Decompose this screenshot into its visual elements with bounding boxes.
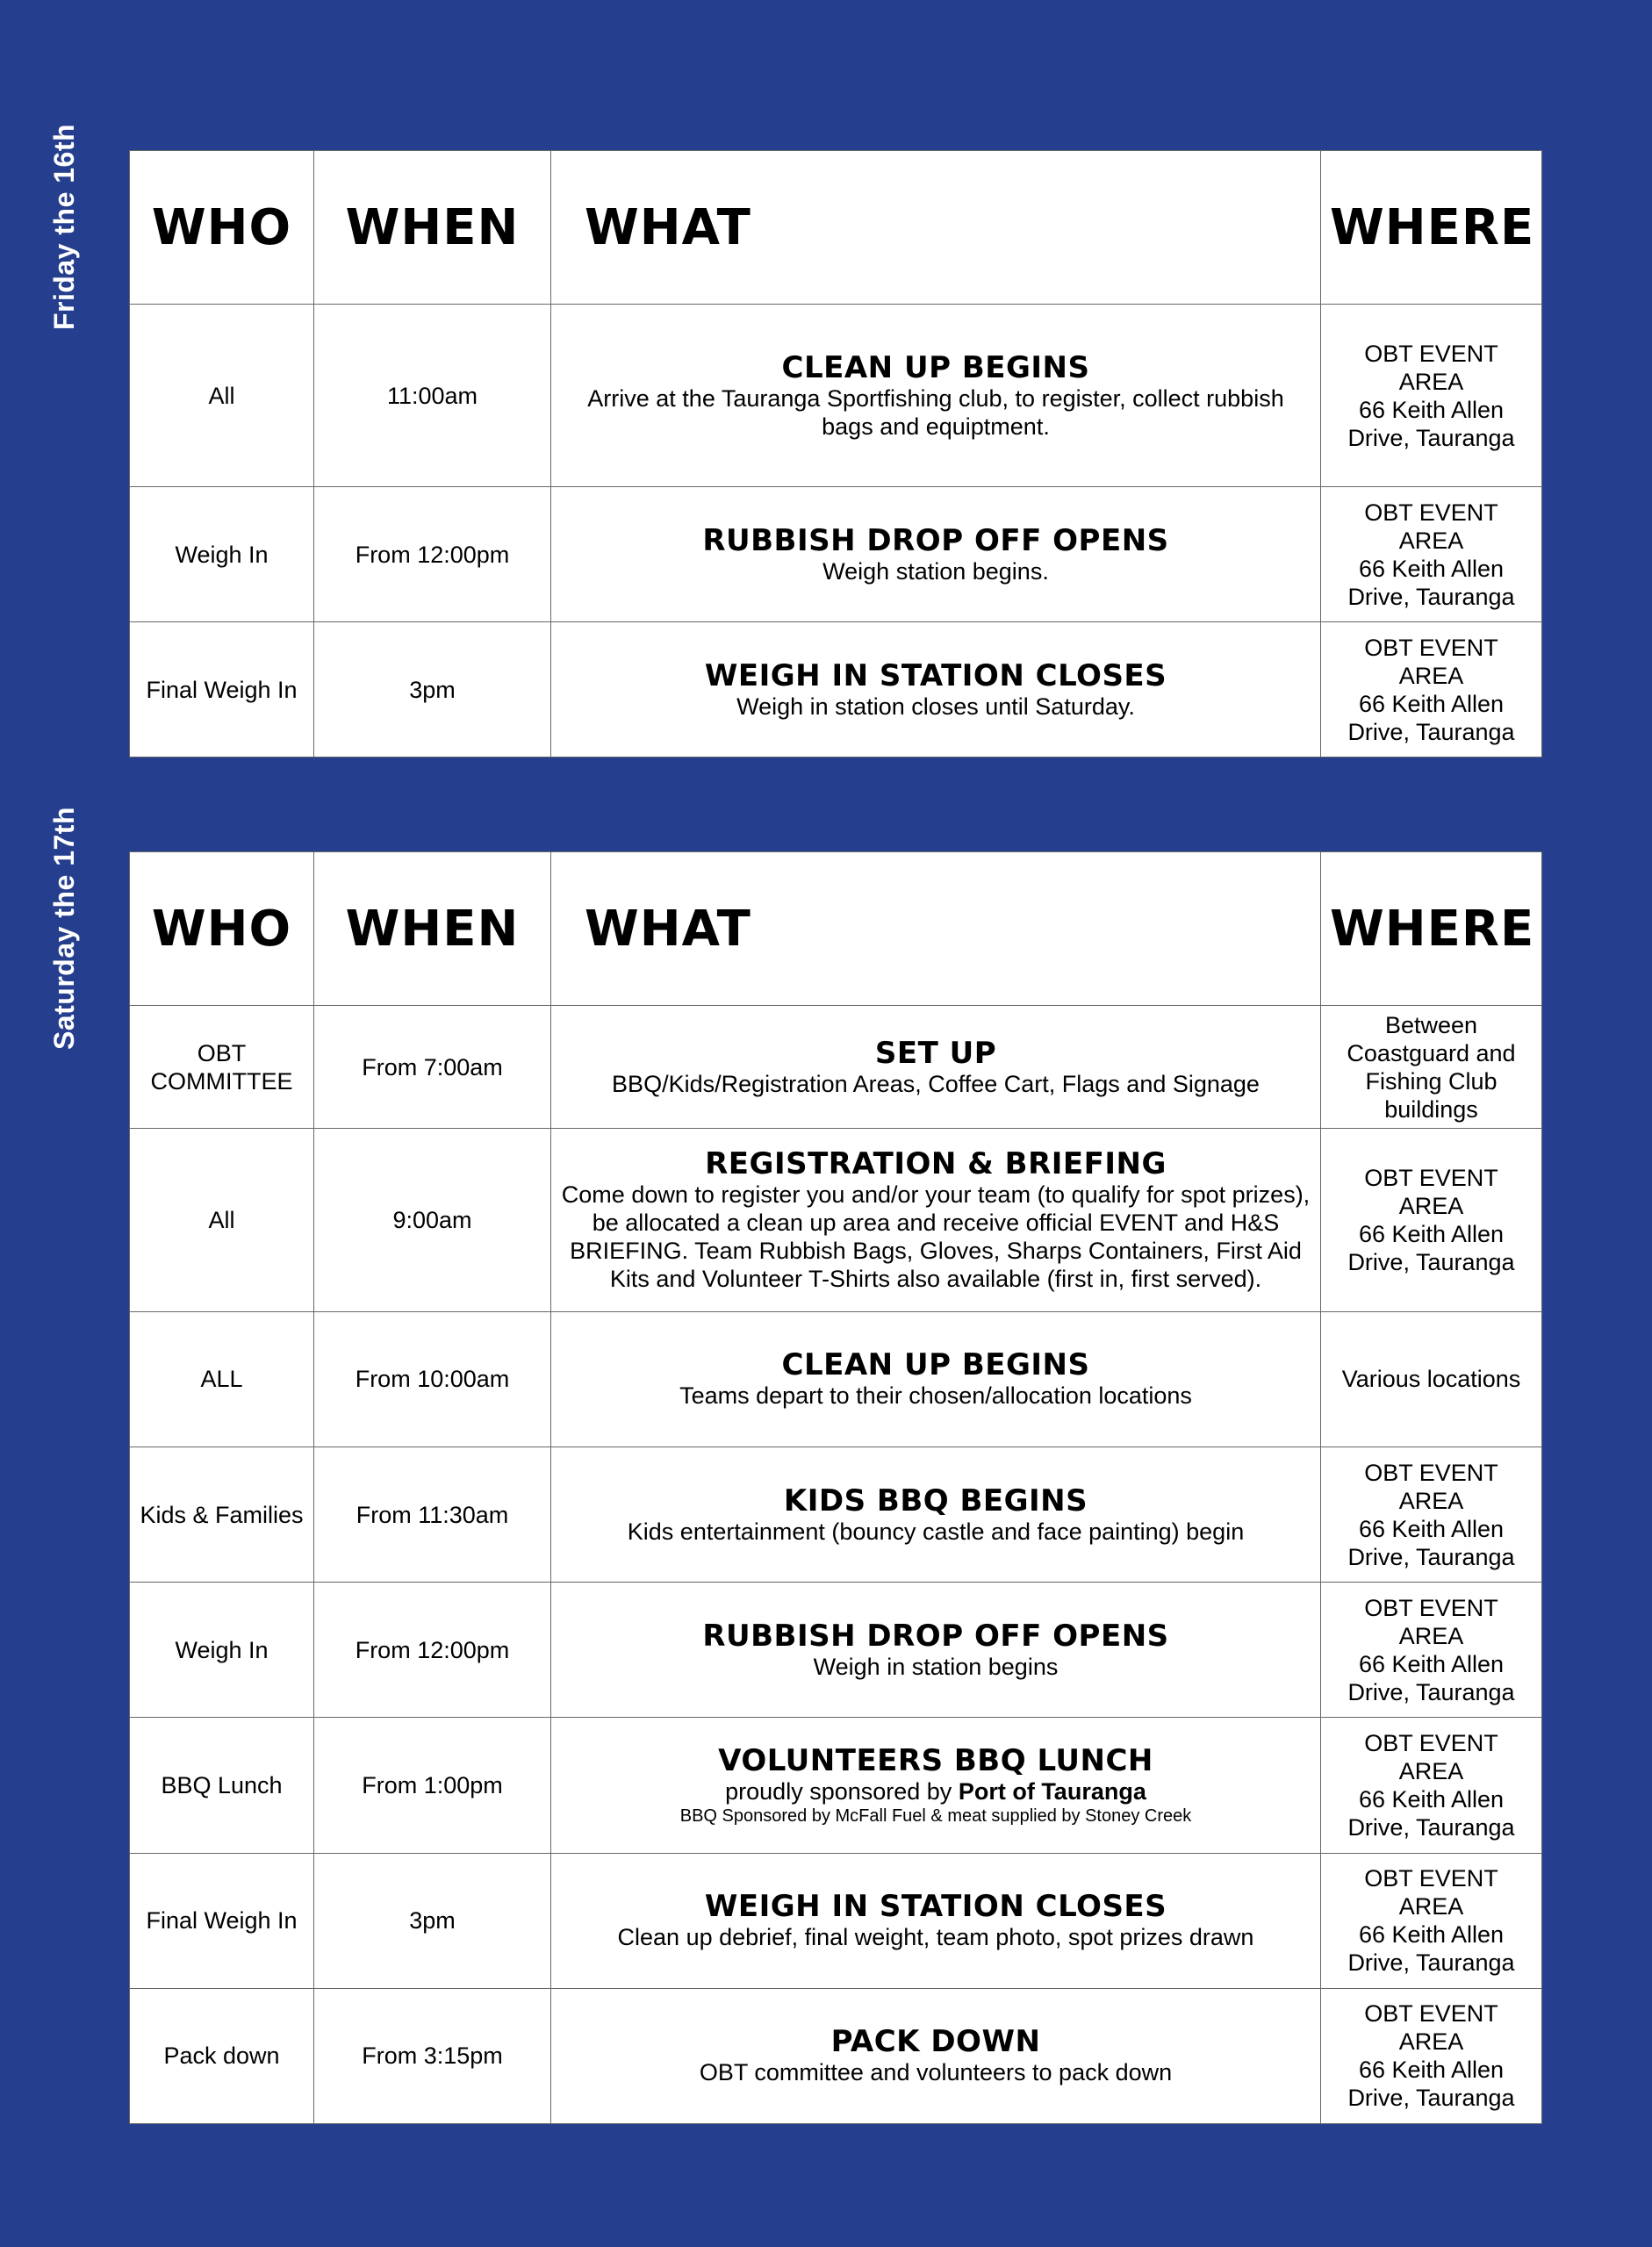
- where-cell: [1321, 622, 1542, 757]
- event-description-text: proudly sponsored by: [725, 1777, 952, 1805]
- event-title: PACK DOWN: [830, 2024, 1041, 2060]
- saturday-schedule: [48, 806, 1541, 2124]
- event-title: WEIGH IN STATION CLOSES: [704, 657, 1167, 693]
- event-description: [560, 1382, 1311, 1410]
- when-cell: From 12:00pm: [314, 1583, 551, 1718]
- location-line: OBT EVENT AREA: [1364, 1729, 1498, 1784]
- event-description: [560, 1653, 1311, 1681]
- location-line: OBT EVENT AREA: [1364, 499, 1498, 554]
- location-line: 66 Keith Allen: [1358, 1221, 1505, 1248]
- event-description-text: Teams depart to their chosen/allocation locations: [679, 1382, 1192, 1410]
- when-cell: From 7:00am: [314, 1006, 551, 1129]
- location-line: 66 Keith Allen: [1358, 690, 1505, 717]
- when-cell: 9:00am: [314, 1129, 551, 1311]
- location-line: Drive, Tauranga: [1347, 1543, 1515, 1570]
- location-line: buildings: [1384, 1095, 1478, 1123]
- friday-day-label: [0, 123, 129, 331]
- location-line: Drive, Tauranga: [1347, 1678, 1515, 1705]
- what-cell: [551, 1583, 1321, 1718]
- table-header-row: [130, 151, 1542, 305]
- who-cell: ALL: [130, 1311, 314, 1447]
- table-row: [130, 1718, 1542, 1853]
- event-description-text: Arrive at the Tauranga Sportfishing club, to register, collect rubbish bags and equiptment.: [587, 384, 1284, 440]
- who-cell: Final Weigh In: [130, 1853, 314, 1988]
- event-title: VOLUNTEERS BBQ LUNCH: [718, 1742, 1153, 1778]
- where-cell: [1321, 1311, 1542, 1447]
- where-cell: [1321, 1006, 1542, 1129]
- where-header: WHERE: [1321, 852, 1542, 1006]
- who-cell: Kids & Families: [130, 1447, 314, 1582]
- who-cell: Final Weigh In: [130, 622, 314, 757]
- event-description: [560, 1777, 1311, 1805]
- location-line: 66 Keith Allen: [1358, 1785, 1505, 1813]
- who-header: WHO: [130, 151, 314, 305]
- friday-rows: [130, 305, 1542, 757]
- table-row: [130, 1006, 1542, 1129]
- location-line: 66 Keith Allen: [1358, 555, 1505, 582]
- when-cell: 3pm: [314, 622, 551, 757]
- who-header: WHO: [130, 852, 314, 1006]
- location-line: Various locations: [1341, 1366, 1521, 1393]
- event-description: [560, 693, 1311, 721]
- who-cell: Weigh In: [130, 1583, 314, 1718]
- where-cell: [1321, 1583, 1542, 1718]
- saturday-table: [129, 851, 1542, 2124]
- event-title: RUBBISH DROP OFF OPENS: [702, 522, 1169, 558]
- who-cell: Weigh In: [130, 487, 314, 622]
- event-title: CLEAN UP BEGINS: [781, 1347, 1090, 1383]
- event-description-text: OBT committee and volunteers to pack down: [699, 2059, 1173, 2086]
- event-description-text: Kids entertainment (bouncy castle and face painting) begin: [627, 1518, 1245, 1545]
- location-line: OBT EVENT AREA: [1364, 1865, 1498, 1920]
- location-line: OBT EVENT AREA: [1364, 1459, 1498, 1514]
- location-line: OBT EVENT AREA: [1364, 1594, 1498, 1649]
- friday-schedule: [48, 123, 1541, 757]
- friday-table: [129, 150, 1542, 757]
- when-cell: From 10:00am: [314, 1311, 551, 1447]
- location-line: 66 Keith Allen: [1358, 1650, 1505, 1677]
- where-cell: [1321, 487, 1542, 622]
- where-cell: [1321, 1853, 1542, 1988]
- what-cell: [551, 487, 1321, 622]
- what-cell: [551, 305, 1321, 487]
- table-row: [130, 622, 1542, 757]
- where-cell: [1321, 1988, 1542, 2123]
- event-title: KIDS BBQ BEGINS: [783, 1482, 1088, 1518]
- saturday-rows: [130, 1006, 1542, 2124]
- location-line: Drive, Tauranga: [1347, 1813, 1515, 1841]
- location-line: OBT EVENT AREA: [1364, 2000, 1498, 2056]
- when-cell: 11:00am: [314, 305, 551, 487]
- event-description: [560, 384, 1311, 441]
- who-cell: BBQ Lunch: [130, 1718, 314, 1853]
- saturday-day-label: [0, 806, 129, 1051]
- table-row: [130, 1583, 1542, 1718]
- friday-label-text: Friday the 16th: [48, 123, 81, 331]
- event-description-text: BBQ/Kids/Registration Areas, Coffee Cart, Flags and Signage: [612, 1070, 1260, 1097]
- location-line: Between: [1384, 1011, 1478, 1038]
- event-description: [560, 1923, 1311, 1951]
- what-cell: [551, 622, 1321, 757]
- table-row: [130, 305, 1542, 487]
- table-row: [130, 487, 1542, 622]
- table-row: [130, 1311, 1542, 1447]
- what-header: WHAT: [551, 151, 1321, 305]
- what-cell: [551, 1447, 1321, 1582]
- event-title: CLEAN UP BEGINS: [781, 349, 1090, 385]
- table-row: [130, 1988, 1542, 2123]
- location-line: Coastguard and: [1347, 1039, 1516, 1066]
- table-row: [130, 1853, 1542, 1988]
- location-line: OBT EVENT AREA: [1364, 634, 1498, 689]
- what-cell: [551, 1988, 1321, 2123]
- event-description: [560, 557, 1311, 585]
- what-cell: [551, 1718, 1321, 1853]
- what-cell: [551, 1853, 1321, 1988]
- location-line: 66 Keith Allen: [1358, 396, 1505, 423]
- location-line: Drive, Tauranga: [1347, 583, 1515, 610]
- what-cell: [551, 1129, 1321, 1311]
- when-header: WHEN: [314, 151, 551, 305]
- table-row: [130, 1447, 1542, 1582]
- who-cell: Pack down: [130, 1988, 314, 2123]
- location-line: OBT EVENT AREA: [1364, 1165, 1498, 1220]
- when-header: WHEN: [314, 852, 551, 1006]
- who-cell: OBT COMMITTEE: [130, 1006, 314, 1129]
- where-cell: [1321, 1447, 1542, 1582]
- sponsor-name: Port of Tauranga: [958, 1777, 1146, 1805]
- event-description: [560, 1181, 1311, 1293]
- table-row: [130, 1129, 1542, 1311]
- event-title: WEIGH IN STATION CLOSES: [704, 1889, 1167, 1925]
- event-title: RUBBISH DROP OFF OPENS: [702, 1618, 1169, 1654]
- location-line: 66 Keith Allen: [1358, 1515, 1505, 1542]
- what-header: WHAT: [551, 852, 1321, 1006]
- event-description-text: Weigh station begins.: [822, 557, 1049, 585]
- location-line: Drive, Tauranga: [1347, 2085, 1515, 2112]
- location-line: Drive, Tauranga: [1347, 1249, 1515, 1276]
- when-cell: From 12:00pm: [314, 487, 551, 622]
- event-title: REGISTRATION & BRIEFING: [705, 1146, 1167, 1182]
- event-description-text: Weigh in station closes until Saturday.: [736, 693, 1135, 720]
- location-line: Drive, Tauranga: [1347, 1949, 1515, 1977]
- event-description-text: Come down to register you and/or your team (to qualify for spot prizes), be allocated a clean up area and receive official EVENT and H&S BRIEFING. Team Rubbish Bags, Gloves, Sharps Containers, First Aid Kits and Volunteer T-Shirts also available (first in, first served).: [561, 1181, 1311, 1293]
- location-line: Drive, Tauranga: [1347, 718, 1515, 745]
- location-line: Drive, Tauranga: [1347, 424, 1515, 451]
- event-description: [560, 2058, 1311, 2086]
- when-cell: From 1:00pm: [314, 1718, 551, 1853]
- event-description: [560, 1070, 1311, 1098]
- event-description: [560, 1518, 1311, 1546]
- what-cell: [551, 1006, 1321, 1129]
- where-cell: [1321, 1129, 1542, 1311]
- who-cell: All: [130, 1129, 314, 1311]
- event-description-text: Clean up debrief, final weight, team photo, spot prizes drawn: [617, 1924, 1254, 1951]
- table-header-row: [130, 852, 1542, 1006]
- where-cell: [1321, 1718, 1542, 1853]
- what-cell: [551, 1311, 1321, 1447]
- where-cell: [1321, 305, 1542, 487]
- location-line: Fishing Club: [1365, 1067, 1498, 1095]
- when-cell: From 11:30am: [314, 1447, 551, 1582]
- location-line: 66 Keith Allen: [1358, 1921, 1505, 1949]
- event-title: SET UP: [874, 1035, 997, 1071]
- location-line: OBT EVENT AREA: [1364, 340, 1498, 395]
- where-header: WHERE: [1321, 151, 1542, 305]
- who-cell: All: [130, 305, 314, 487]
- sponsor-note: BBQ Sponsored by McFall Fuel & meat supplied by Stoney Creek: [679, 1805, 1192, 1826]
- saturday-label-text: Saturday the 17th: [48, 806, 81, 1051]
- when-cell: From 3:15pm: [314, 1988, 551, 2123]
- when-cell: 3pm: [314, 1853, 551, 1988]
- location-line: 66 Keith Allen: [1358, 2057, 1505, 2084]
- event-description-text: Weigh in station begins: [813, 1653, 1059, 1680]
